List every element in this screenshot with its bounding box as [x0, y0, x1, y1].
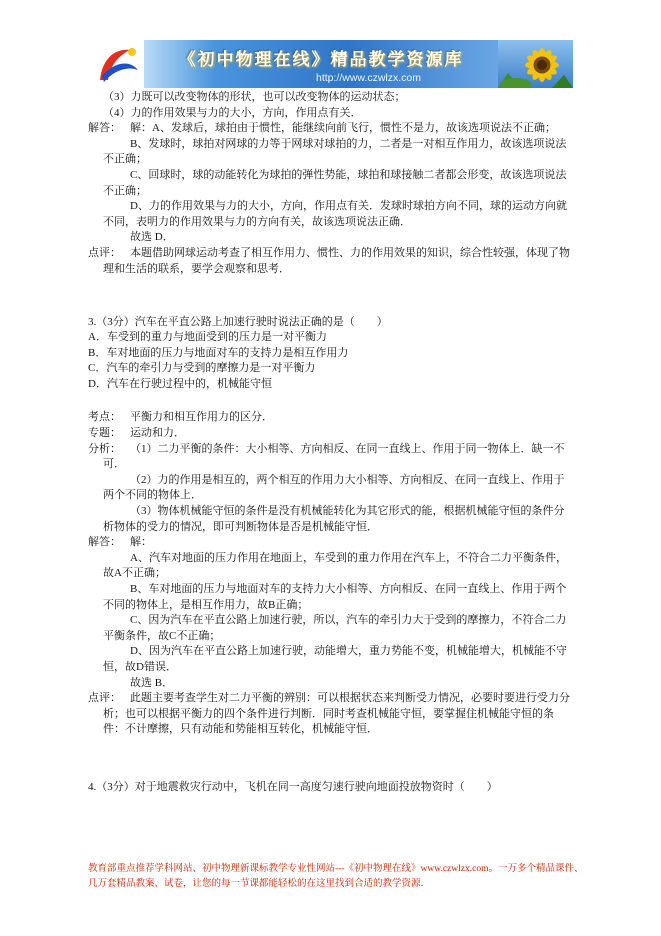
row-content [103, 106, 575, 122]
banner-url-link[interactable]: http://www.czwlzx.com [315, 72, 422, 84]
row-content [130, 426, 575, 442]
row-content [88, 377, 575, 393]
text-line: （3）物体机械能守恒的条件是没有机械能转化为其它形式的能，根据机械能守恒的条件分析物体的受力的情况，即可判断物体是否是机械能守恒． [103, 505, 565, 533]
text-line: （3）力既可以改变物体的形状，也可以改变物体的运动状态； [103, 91, 406, 103]
question-3-option-a [88, 330, 575, 346]
footer-text-line: 教育部重点推荐学科网站、初中物理新课标教学专业性网站---《初中物理在线》www.czwlzx.com。一万多个精品课件、 [88, 864, 584, 874]
text-line: 平衡力和相互作用力的区分． [130, 411, 273, 424]
row-content [88, 315, 575, 331]
row-label: 点评： [88, 246, 121, 259]
text-line: 4.（3分）对于地震救灾行动中，飞机在同一高度匀速行驶向地面投放物资时（ ） [88, 781, 498, 794]
question-4-title [88, 780, 575, 796]
answer-block-q3 [88, 535, 575, 691]
row-label: 解答： [88, 536, 121, 549]
banner-title: 《初中物理在线》精品教学资源库 [178, 50, 464, 69]
question-3-option-b [88, 346, 575, 362]
text-line: D、力的作用效果与力的大小，方向，作用点有关．发球时球拍方向不同，球的运动方向就不同，表明力的作用效果与力的方向有关，故该选项说法正确． [103, 200, 567, 228]
text-line: 解： [130, 536, 152, 549]
text-line: 本题借助网球运动考查了相互作用力、惯性、力的作用效果的知识，综合性较强，体现了物理和生活的联系，要学会观察和思考． [103, 246, 570, 275]
row-label: 分析： [88, 442, 121, 455]
text-line: 此题主要考查学生对二力平衡的辨别：可以根据状态来判断受力情况，必要时要进行受力分析；也可以根据平衡力的四个条件进行判断．同时考查机械能守恒，要掌握住机械能守恒的条件：不计摩擦，只有动能和势能相互转化，机械能守恒． [103, 692, 570, 736]
text-line: D、因为汽车在平直公路上加速行驶，动能增大，重力势能不变，机械能增大，机械能不守恒，故D错误． [103, 645, 567, 673]
zhuanti-block [88, 426, 575, 442]
text-line: A．车受到的重力与地面受到的压力是一对平衡力 [88, 331, 327, 344]
row-label: 考点： [88, 411, 121, 424]
site-banner [88, 40, 573, 88]
row-content [130, 410, 575, 426]
text-line: C、回球时，球的动能转化为球拍的弹性势能，球拍和球接触二者都会形变，故该选项说法不正确； [103, 168, 567, 197]
comment-block-q3 [88, 691, 575, 738]
row-content [103, 442, 575, 536]
text-line: 故选 B． [130, 676, 174, 689]
footer-text-line: 几万套精品教案、试卷，让您的每一节课都能轻松的在这里找到合适的教学资源． [88, 879, 431, 889]
row-content [88, 346, 575, 362]
kaodian-block [88, 410, 575, 426]
paragraph-gap [88, 277, 575, 314]
document-body [88, 90, 575, 796]
sunflower-image [498, 40, 573, 88]
analysis-continued-line [88, 106, 575, 122]
row-content [88, 361, 575, 377]
analysis-block-q3 [88, 442, 575, 536]
text-line: D．汽车在行驶过程中的，机械能守恒 [88, 377, 272, 390]
text-line: （1）二力平衡的条件：大小相等、方向相反、在同一直线上、作用于同一物体上．缺一不可． [103, 442, 565, 471]
row-label: 解答： [88, 122, 121, 135]
text-line: 3.（3分）汽车在平直公路上加速行驶时说法正确的是（ ） [88, 315, 388, 328]
text-line: （2）力的作用是相互的，两个相互的作用力大小相等、方向相反、在同一直线上、作用于两个不同的物体上． [103, 473, 565, 502]
answer-block-q2 [88, 121, 575, 246]
row-content [88, 780, 575, 796]
question-3-option-c [88, 361, 575, 377]
question-3-option-d [88, 377, 575, 393]
text-line: （4）力的作用效果与力的大小，方向，作用点有关． [103, 106, 362, 119]
text-line: 故选 D． [130, 231, 174, 244]
text-line: B、发球时，球拍对网球的力等于网球对球拍的力，二者是一对相互作用力，故该选项说法不正确； [103, 137, 567, 166]
row-label: 点评： [88, 692, 121, 705]
text-line: B、车对地面的压力与地面对车的支持力大小相等、方向相反、在同一直线上、作用于两个不同的物体上，是相互作用力，故B正确； [103, 583, 567, 611]
footer-note [88, 862, 584, 892]
text-line: A、汽车对地面的压力作用在地面上，车受到的重力作用在汽车上，不符合二力平衡条件，故A不正确； [103, 551, 567, 580]
question-3-title [88, 315, 575, 331]
text-line: 运动和力． [130, 427, 185, 440]
text-line: B．车对地面的压力与地面对车的支持力是相互作用力 [88, 346, 349, 359]
text-line: 解：A、发球后，球拍由于惯性，能继续向前飞行，惯性不是力，故该选项说法不正确； [130, 122, 556, 135]
row-content [88, 330, 575, 346]
physics-online-logo-icon [88, 40, 144, 88]
row-label: 专题： [88, 427, 121, 440]
banner-text-area [144, 40, 498, 88]
paragraph-gap [88, 393, 575, 411]
text-line: C．汽车的牵引力与受到的摩擦力是一对平衡力 [88, 362, 316, 375]
text-line: C、因为汽车在平直公路上加速行驶，所以，汽车的牵引力大于受到的摩擦力，不符合二力平衡条件，故C不正确； [103, 614, 567, 642]
analysis-continued-line [88, 90, 575, 106]
comment-block-q2 [88, 246, 575, 277]
paragraph-gap [88, 738, 575, 780]
row-content [103, 90, 575, 106]
